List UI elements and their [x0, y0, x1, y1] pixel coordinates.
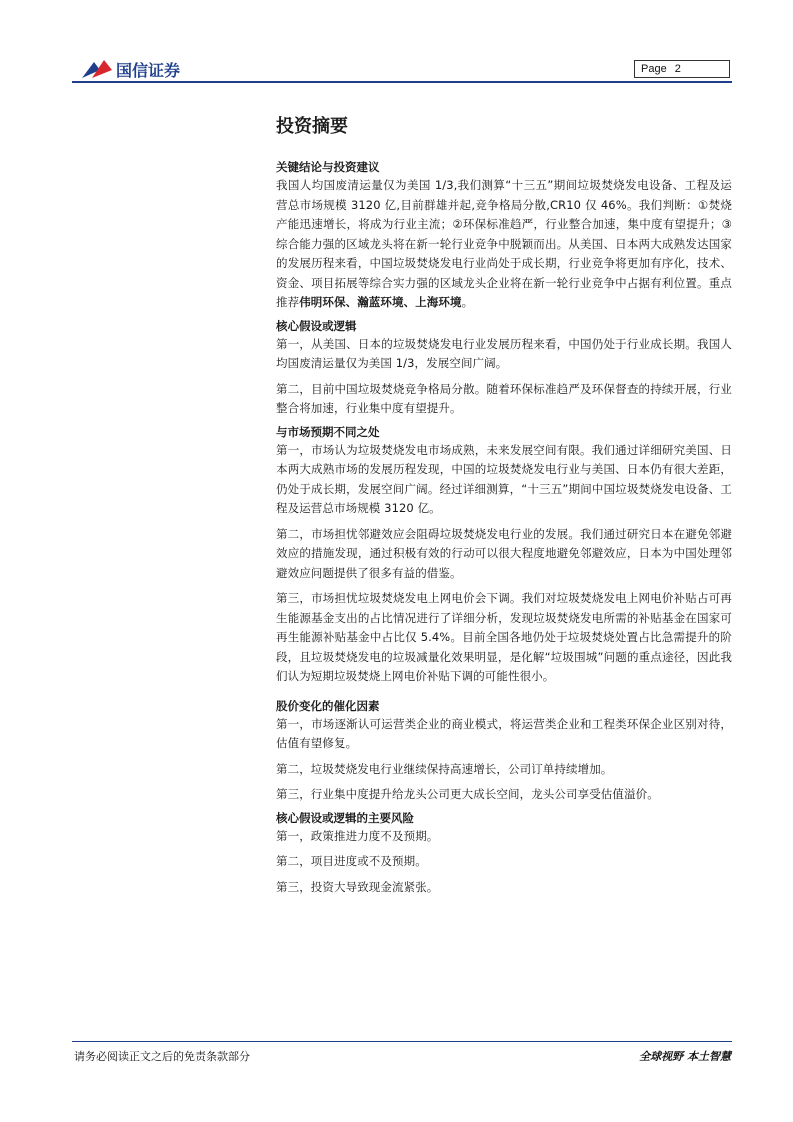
section-heading-risks: 核心假设或逻辑的主要风险: [276, 810, 414, 825]
footer-disclaimer: 请务必阅读正文之后的免责条款部分: [74, 1050, 250, 1063]
paragraph: 第二，目前中国垃圾焚烧竞争格局分散。随着环保标准趋严及环保督查的持续开展，行业整合将加速，行业集中度有望提升。: [276, 381, 732, 415]
paragraph: 第二，垃圾焚烧发电行业继续保持高速增长，公司订单持续增加。: [276, 761, 613, 776]
paragraph: 第二，项目进度或不及预期。: [276, 854, 427, 868]
highlight-recommendations: 伟明环保、瀚蓝环境、上海环境: [299, 295, 462, 309]
paragraph: 第一，从美国、日本的垃圾焚烧发电行业发展历程来看，中国仍处于行业成长期。我国人均国废清运量仅为美国 1/3，发展空间广阔。: [276, 336, 732, 370]
paragraph: 第一，市场逐渐认可运营类企业的商业模式，将运营类企业和工程类环保企业区别对待，估值有望修复。: [276, 716, 732, 750]
section-heading-key-conclusions: 关键结论与投资建议: [276, 160, 380, 174]
logo-text: 国信证券: [116, 60, 181, 80]
section-heading-core-assumptions: 核心假设或逻辑: [276, 318, 357, 333]
page-number: 2: [674, 63, 681, 75]
page-title: 投资摘要: [276, 116, 348, 137]
company-logo: [80, 58, 180, 80]
page-indicator: [634, 60, 730, 78]
paragraph: 第三，行业集中度提升给龙头公司更大成长空间，龙头公司享受估值溢价。: [276, 787, 659, 801]
footer-divider: [72, 1041, 732, 1042]
header-divider: [72, 81, 732, 83]
paragraph: 第一，市场认为垃圾焚烧发电市场成熟，未来发展空间有限。我们通过详细研究美国、日本两大成熟市场的发展历程发现，中国的垃圾焚烧发电行业与美国、日本仍有很大差距，仍处于成长期，发展空间广阔。经过详细测算，“十三五”期间中国垃圾焚烧发电设备、工程及运营总市场规模 3120 亿。: [276, 442, 732, 515]
paragraph: 第三，投资大导致现金流紧张。: [276, 879, 439, 894]
footer-slogan: 全球视野 本土智慧: [639, 1050, 731, 1063]
paragraph: 第二，市场担忧邻避效应会阻碍垃圾焚烧发电行业的发展。我们通过研究日本在避免邻避效应的措施发现，通过积极有效的行动可以很大程度地避免邻避效应，日本为中国处理邻避效应问题提供了很多有益的借鉴。: [276, 526, 732, 580]
paragraph: 第三，市场担忧垃圾焚烧发电上网电价会下调。我们对垃圾焚烧发电上网电价补贴占可再生能源基金支出的占比情况进行了详细分析，发现垃圾焚烧发电所需的补贴基金在国家可再生能源补贴基金中占比仅 5.4%。目前全国各地仍处于垃圾焚烧处置占比急需提升的阶段，且垃圾焚烧发电的垃圾减量化效果明显，是化解“垃圾围城”问题的重点途径，因此我们认为短期垃圾焚烧上网电价补贴下调的可能性很小。: [276, 591, 732, 683]
section-heading-market-difference: 与市场预期不同之处: [276, 424, 380, 439]
paragraph: 我国人均国废清运量仅为美国 1/3,我们测算“十三五”期间垃圾焚烧发电设备、工程及运营总市场规模 3120 亿,目前群雄并起,竞争格局分散,CR10 仅 46%。我们判断：①焚烧产能迅速增长，将成为行业主流；②环保标准趋严，行业整合加速，集中度有望提升；③综合能力强的区域龙头将在新一轮行业竞争中脱颖而出。从美国、日本两大成熟发达国家的发展历程来看，中国垃圾焚烧发电行业尚处于成长期，行业竞争将更加有序化，技术、资金、项目拓展等综合实力强的区域龙头企业将在新一轮行业竞争中占据有利位置。重点推荐伟明环保、瀚蓝环境、上海环境。: [276, 178, 732, 309]
section-heading-catalysts: 股价变化的催化因素: [276, 698, 380, 713]
main-content: [276, 112, 732, 897]
logo-mark-icon: [80, 58, 114, 80]
paragraph: 第一，政策推进力度不及预期。: [276, 828, 439, 843]
page-label: Page: [641, 63, 667, 75]
